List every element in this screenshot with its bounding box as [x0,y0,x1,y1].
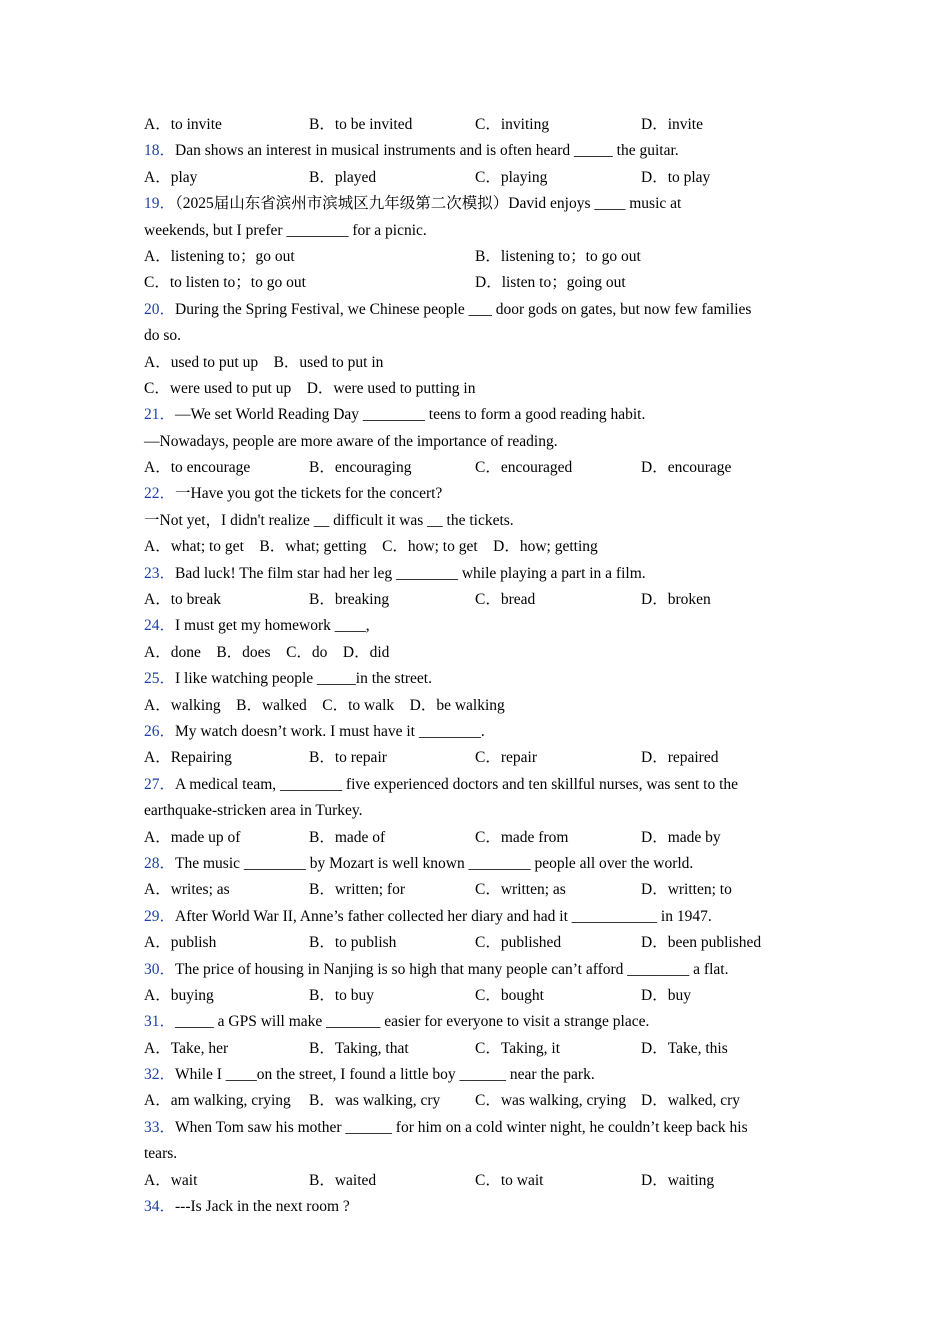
option-a: A．Take, her [144,1039,229,1057]
question-q17 [144,112,814,138]
question-number: 23． [144,564,176,582]
option-c: C．written; as [475,881,566,899]
option-a: A．to invite [144,116,222,133]
question-stem-text: My watch doesn’t work. I must have it ________. [175,722,485,740]
question-stem-line [144,613,814,639]
option-row [144,587,814,613]
option-row [144,1088,814,1114]
question-stem-text: earthquake-stricken area in Turkey. [144,802,363,820]
question-number: 19． [144,195,176,213]
question-number: 27． [144,775,176,793]
question-stem-line [144,138,814,164]
question-number: 21． [144,406,176,424]
question-stem-line [144,561,814,587]
question-q23 [144,561,814,614]
option-b: B．encouraging [309,459,412,477]
question-stem-text: While I ____on the street, I found a little boy ______ near the park. [175,1066,595,1084]
question-q24 [144,613,814,666]
option-b: B．Taking, that [309,1039,409,1057]
option-d: D．been published [641,934,762,952]
option-b: B．to repair [309,749,387,767]
option-d: D．listen to；going out [475,274,626,292]
worksheet-page [144,112,814,1220]
question-number: 20． [144,300,176,318]
option-row [144,877,814,903]
option-b: B．waited [309,1171,377,1189]
option-a: A．am walking, crying [144,1092,291,1110]
question-stem-text: A medical team, ________ five experienced doctors and ten skillful nurses, was sent to the [175,775,739,793]
option-b: B．played [309,168,377,186]
option-row [144,244,814,270]
question-stem-line [144,191,814,217]
question-stem-text: Dan shows an interest in musical instruments and is often heard _____ the guitar. [175,142,679,160]
option-d: D．written; to [641,881,732,899]
option-d: D．made by [641,828,721,846]
question-number: 18． [144,142,176,160]
question-stem-line [144,323,814,349]
option-c: C．to wait [475,1171,544,1189]
option-b: B．to be invited [309,116,413,133]
option-line: A．done B．does C．do D．did [144,643,390,661]
option-line: C．were used to put up D．were used to putting in [144,379,476,397]
question-stem-line [144,218,814,244]
option-a: A．play [144,168,198,186]
question-q19 [144,191,814,297]
option-b: B．written; for [309,881,405,899]
option-a: A．publish [144,934,217,952]
option-row [144,165,814,191]
option-d: D．Take, this [641,1039,728,1057]
question-q33 [144,1115,814,1194]
question-stem-text: Bad luck! The film star had her leg ________ while playing a part in a film. [175,564,646,582]
question-q32 [144,1062,814,1115]
option-b: B．to publish [309,934,397,952]
option-row [144,983,814,1009]
option-d: D．to play [641,168,711,186]
question-stem-line [144,1141,814,1167]
question-stem-line [144,1115,814,1141]
option-b: B．was walking, cry [309,1092,441,1110]
question-stem-text: During the Spring Festival, we Chinese people ___ door gods on gates, but now few families [175,300,752,318]
question-number: 25． [144,670,176,688]
question-stem-text: 一Not yet，I didn't realize __ difficult it was __ the tickets. [144,511,514,529]
question-stem-line [144,402,814,428]
option-d: D．walked, cry [641,1092,740,1110]
question-q21 [144,402,814,481]
option-d: D．broken [641,591,711,609]
question-q34 [144,1194,814,1220]
option-row [144,112,814,138]
option-c: C．published [475,934,562,952]
question-stem-line [144,957,814,983]
option-a: A．listening to；go out [144,247,295,265]
question-stem-text: —Nowadays, people are more aware of the importance of reading. [144,432,558,450]
question-stem-line [144,851,814,877]
question-stem-line [144,666,814,692]
question-q30 [144,957,814,1010]
question-stem-line [144,429,814,455]
question-stem-line [144,1194,814,1220]
option-c: C．bought [475,986,544,1004]
question-q25 [144,666,814,719]
option-c: C．was walking, crying [475,1092,627,1110]
option-d: D．invite [641,116,703,133]
option-a: A．made up of [144,828,241,846]
question-stem-line [144,1009,814,1035]
question-stem-text: _____ a GPS will make _______ easier for everyone to visit a strange place. [175,1013,650,1031]
question-q27 [144,772,814,851]
option-d: D．buy [641,986,691,1004]
question-stem-text: I must get my homework ____, [175,617,370,635]
question-number: 28． [144,854,176,872]
question-stem-text: weekends, but I prefer ________ for a picnic. [144,221,427,239]
option-d: D．repaired [641,749,719,767]
option-c: C．playing [475,168,548,186]
question-number: 33． [144,1118,176,1136]
option-a: A．to break [144,591,222,609]
option-b: B．to buy [309,986,375,1004]
question-stem-line [144,481,814,507]
option-row [144,270,814,296]
question-number: 34． [144,1198,176,1216]
option-row [144,1168,814,1194]
option-b: B．listening to；to go out [475,247,641,265]
question-number: 22． [144,485,176,503]
question-stem-line [144,508,814,534]
question-stem-text: do so. [144,327,182,345]
option-line: A．used to put up B．used to put in [144,353,384,371]
question-number: 29． [144,907,176,925]
question-stem-text: When Tom saw his mother ______ for him on a cold winter night, he couldn’t keep back his [175,1118,748,1136]
option-row [144,825,814,851]
option-c: C．to listen to；to go out [144,274,306,292]
question-q31 [144,1009,814,1062]
question-stem-line [144,297,814,323]
option-row [144,745,814,771]
question-q20 [144,297,814,403]
option-c: C．encouraged [475,459,573,477]
question-stem-text: The music ________ by Mozart is well known ________ people all over the world. [175,854,694,872]
question-q26 [144,719,814,772]
question-stem-text: tears. [144,1145,178,1163]
option-line: A．what; to get B．what; getting C．how; to get D．how; getting [144,538,598,556]
option-c: C．bread [475,591,536,609]
question-stem-text: —We set World Reading Day ________ teens to form a good reading habit. [175,406,646,424]
option-d: D．encourage [641,459,732,477]
question-stem-text: After World War II, Anne’s father collected her diary and had it ___________ in 1947. [175,907,712,925]
option-row [144,930,814,956]
question-stem-text: 一Have you got the tickets for the concert? [175,485,443,503]
question-number: 24． [144,617,176,635]
question-q18 [144,138,814,191]
option-a: A．Repairing [144,749,232,767]
question-stem-text: I like watching people _____in the street. [175,670,432,688]
option-b: B．breaking [309,591,390,609]
question-stem-line [144,772,814,798]
option-row [144,455,814,481]
question-stem-line [144,798,814,824]
option-line: A．walking B．walked C．to walk D．be walking [144,696,505,714]
option-a: A．writes; as [144,881,230,899]
option-row [144,1036,814,1062]
option-b: B．made of [309,828,386,846]
question-q29 [144,904,814,957]
question-q28 [144,851,814,904]
question-number: 30． [144,960,176,978]
option-c: C．repair [475,749,537,767]
option-c: C．made from [475,828,569,846]
question-number: 32． [144,1066,176,1084]
question-stem-text: The price of housing in Nanjing is so high that many people can’t afford ________ a flat. [175,960,729,978]
question-stem-line [144,904,814,930]
question-stem-line [144,719,814,745]
question-number: 26． [144,722,176,740]
question-number: 31． [144,1013,176,1031]
question-stem-text: （2025届山东省滨州市滨城区九年级第二次模拟）David enjoys ____ music at [175,195,682,213]
option-c: C．Taking, it [475,1039,561,1057]
option-c: C．inviting [475,116,550,133]
option-a: A．buying [144,986,214,1004]
question-stem-line [144,1062,814,1088]
option-d: D．waiting [641,1171,715,1189]
question-stem-text: ---Is Jack in the next room ? [175,1198,350,1216]
option-a: A．wait [144,1171,198,1189]
question-q22 [144,481,814,560]
option-a: A．to encourage [144,459,251,477]
